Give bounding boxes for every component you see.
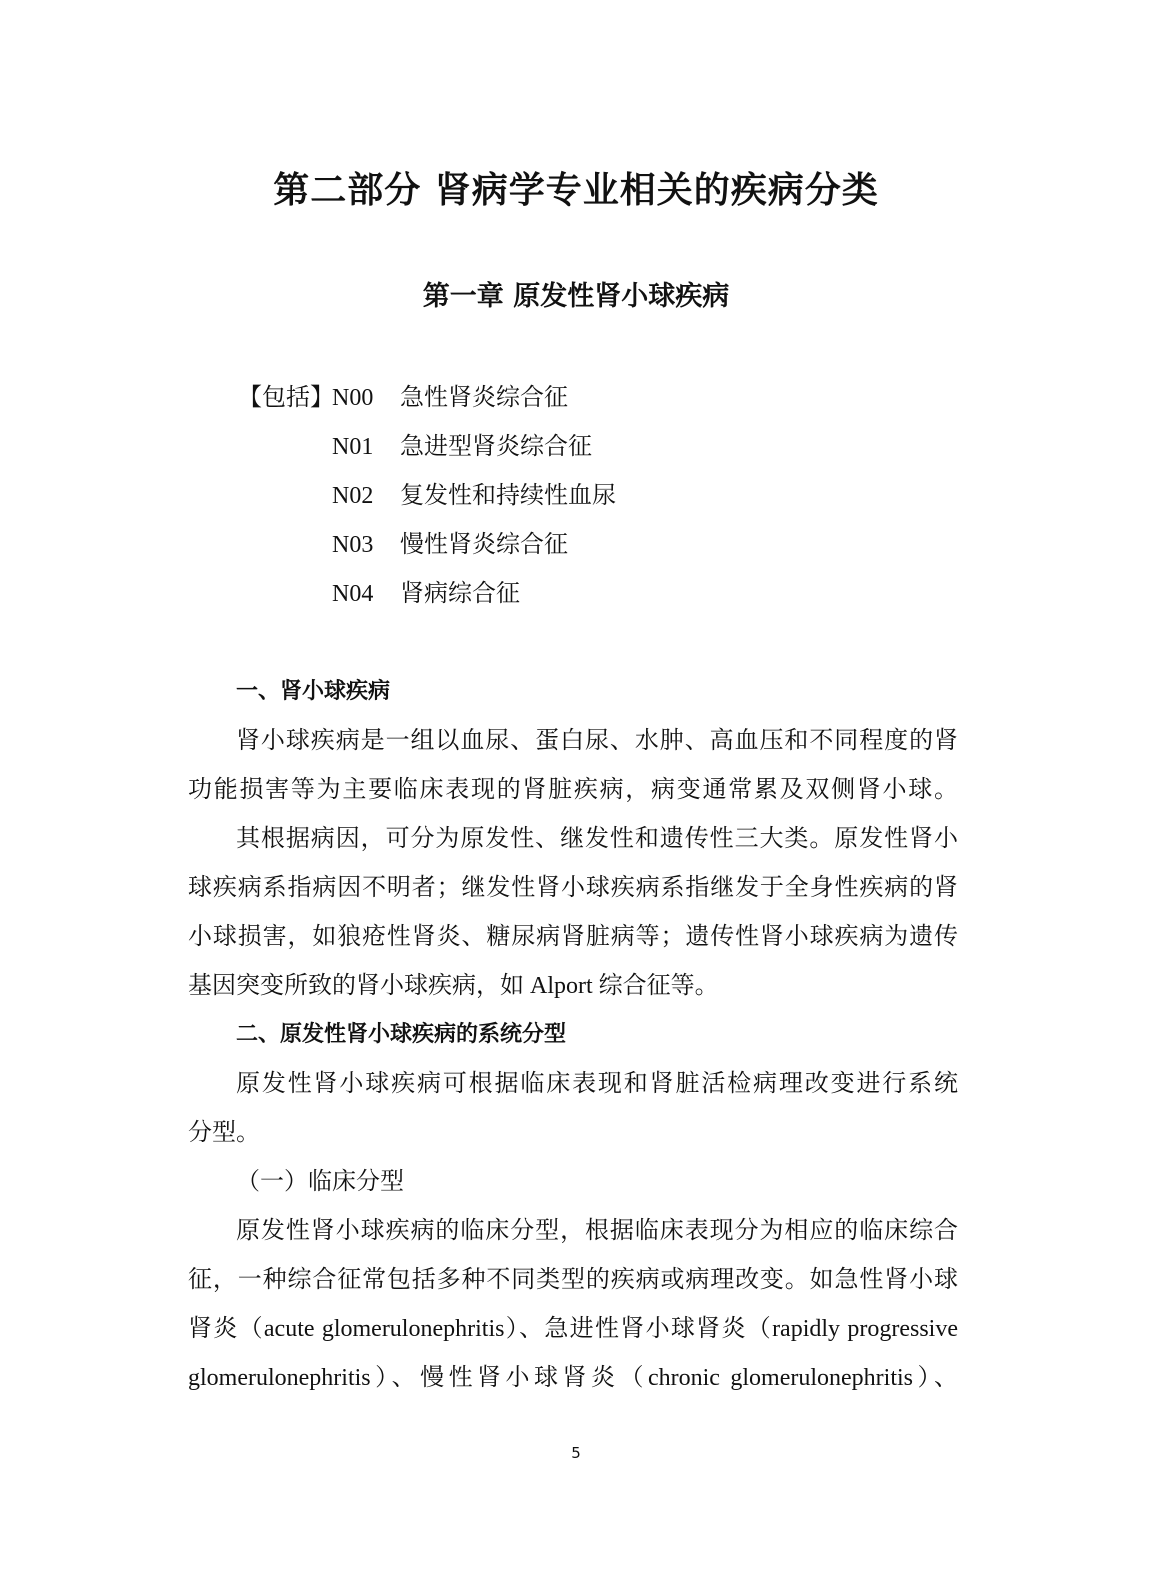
paragraph-line: 原发性肾小球疾病的临床分型，根据临床表现分为相应的临床综合 [236,1218,958,1244]
includes-list [238,378,616,623]
paragraph-line: 功能损害等为主要临床表现的肾脏疾病，病变通常累及双侧肾小球。 [188,777,958,803]
paragraph-line: 分型。 [188,1120,260,1146]
paragraph-line: glomerulonephritis）、慢性肾小球肾炎（chronic glomerulonephritis）、 [188,1365,958,1391]
disease-name: 慢性肾炎综合征 [400,532,568,558]
section-heading: 一、肾小球疾病 [236,679,391,704]
includes-label: 【包括】 [238,385,334,411]
icd-code: N01 [332,434,374,460]
icd-code: N03 [332,532,374,558]
paragraph-line: 基因突变所致的肾小球疾病，如 Alport 综合征等。 [188,973,719,999]
disease-name: 肾病综合征 [400,581,520,607]
chapter-title: 第一章 原发性肾小球疾病 [422,281,730,312]
icd-code: N04 [332,581,374,607]
list-item [238,525,616,574]
paragraph-line: 其根据病因，可分为原发性、继发性和遗传性三大类。原发性肾小 [236,826,958,852]
icd-code: N00 [332,385,374,411]
list-item [238,476,616,525]
list-item [238,427,616,476]
part-title: 第二部分 肾病学专业相关的疾病分类 [273,170,879,211]
disease-name: 复发性和持续性血尿 [400,483,616,509]
page-number: 5 [571,1444,581,1462]
section-heading: 二、原发性肾小球疾病的系统分型 [236,1022,567,1047]
paragraph-line: 原发性肾小球疾病可根据临床表现和肾脏活检病理改变进行系统 [236,1071,958,1097]
list-item [238,574,616,623]
paragraph-line: 球疾病系指病因不明者；继发性肾小球疾病系指继发于全身性疾病的肾 [188,875,958,901]
paragraph-line: 肾小球疾病是一组以血尿、蛋白尿、水肿、高血压和不同程度的肾 [236,728,958,754]
paragraph-line: 征，一种综合征常包括多种不同类型的疾病或病理改变。如急性肾小球 [188,1267,958,1293]
disease-name: 急进型肾炎综合征 [400,434,592,460]
list-item [238,378,616,427]
paragraph-line: 肾炎（acute glomerulonephritis）、急进性肾小球肾炎（rapidly progressive [188,1316,958,1342]
disease-name: 急性肾炎综合征 [400,385,568,411]
subsection-heading: （一）临床分型 [236,1169,404,1195]
icd-code: N02 [332,483,374,509]
paragraph-line: 小球损害，如狼疮性肾炎、糖尿病肾脏病等；遗传性肾小球疾病为遗传 [188,924,958,950]
